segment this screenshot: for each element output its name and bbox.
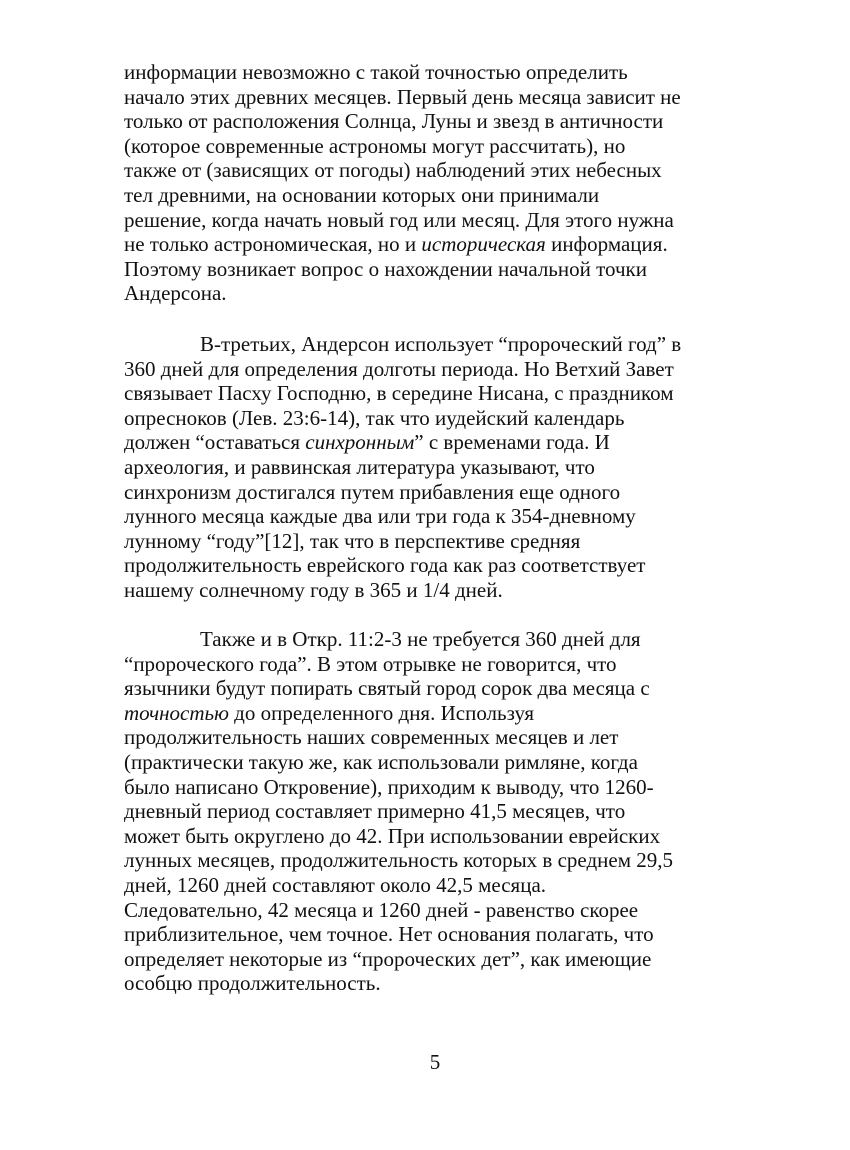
text-line: Андерсона. bbox=[124, 281, 227, 306]
italic-text: синхронным bbox=[305, 430, 415, 455]
text-line: только от расположения Солнца, Луны и звезд в античности bbox=[124, 109, 664, 134]
text-line bbox=[124, 232, 744, 257]
text-line: особцю продолжительность. bbox=[124, 971, 381, 996]
italic-text: точностью bbox=[124, 700, 229, 725]
text-line bbox=[124, 430, 744, 455]
text-segment: ” с временами года. И bbox=[414, 430, 610, 455]
paragraph-3 bbox=[124, 627, 744, 996]
text-line: дней, 1260 дней составляют около 42,5 месяца. bbox=[124, 872, 547, 897]
text-line: археология, и раввинская литература указывают, что bbox=[124, 454, 595, 479]
text-line: также от (зависящих от погоды) наблюдений этих небесных bbox=[124, 158, 662, 183]
text-line: продолжительность наших современных месяцев и лет bbox=[124, 725, 619, 750]
page-number: 5 bbox=[429, 1050, 441, 1074]
text-line: тел древними, на основании которых они принимали bbox=[124, 182, 600, 207]
text-line: лунных месяцев, продолжительность которых в среднем 29,5 bbox=[124, 848, 673, 873]
text-line: язычники будут попирать святый город сорок два месяца с bbox=[124, 676, 650, 701]
text-line: связывает Пасху Господню, в середине Нисана, с праздником bbox=[124, 381, 674, 406]
text-line: начало этих древних месяцев. Первый день месяца зависит не bbox=[124, 84, 681, 109]
text-line bbox=[124, 701, 744, 726]
text-line: “пророческого года”. В этом отрывке не говорится, что bbox=[124, 651, 617, 676]
text-segment: до определенного дня. Используя bbox=[228, 700, 535, 725]
text-line: 360 дней для определения долготы периода. Но Ветхий Завет bbox=[124, 356, 674, 381]
text-segment: должен “оставаться bbox=[124, 430, 306, 455]
text-line: приблизительное, чем точное. Нет основания полагать, что bbox=[124, 922, 654, 947]
text-line: может быть округлено до 42. При использовании еврейских bbox=[124, 823, 661, 848]
text-line: (практически такую же, как использовали римляне, когда bbox=[124, 749, 638, 774]
text-line: дневный период составляет примерно 41,5 месяцев, что bbox=[124, 799, 626, 824]
text-line: В-третьих, Андерсон использует “пророческий год” в bbox=[200, 332, 682, 356]
text-line: нашему солнечному году в 365 и 1/4 дней. bbox=[124, 577, 503, 602]
text-line: (которое современные астрономы могут рассчитать), но bbox=[124, 133, 626, 158]
text-line: информации невозможно с такой точностью определить bbox=[124, 60, 628, 84]
text-line: опресноков (Лев. 23:6-14), так что иудейский календарь bbox=[124, 405, 625, 430]
text-line: лунного месяца каждые два или три года к 354-дневному bbox=[124, 504, 636, 529]
text-line: Следовательно, 42 месяца и 1260 дней - равенство скорее bbox=[124, 897, 639, 922]
text-segment: не только астрономическая, но и bbox=[124, 232, 422, 257]
paragraph-2 bbox=[124, 332, 744, 603]
text-line: синхронизм достигался путем прибавления еще одного bbox=[124, 479, 621, 504]
text-line: было написано Откровение), приходим к выводу, что 1260- bbox=[124, 774, 654, 799]
text-line: лунному “году”[12], так что в перспективе средняя bbox=[124, 528, 581, 553]
paragraph-1 bbox=[124, 60, 744, 306]
text-segment: информация. bbox=[545, 232, 668, 257]
text-line: Также и в Откр. 11:2-3 не требуется 360 дней для bbox=[200, 627, 641, 651]
text-line: продолжительность еврейского года как раз соответствует bbox=[124, 553, 646, 578]
italic-text: историческая bbox=[421, 232, 546, 257]
text-line: решение, когда начать новый год или месяц. Для этого нужна bbox=[124, 207, 674, 232]
text-line: Поэтому возникает вопрос о нахождении начальной точки bbox=[124, 256, 647, 281]
text-line: определяет некоторые из “пророческих дет”, как имеющие bbox=[124, 946, 652, 971]
